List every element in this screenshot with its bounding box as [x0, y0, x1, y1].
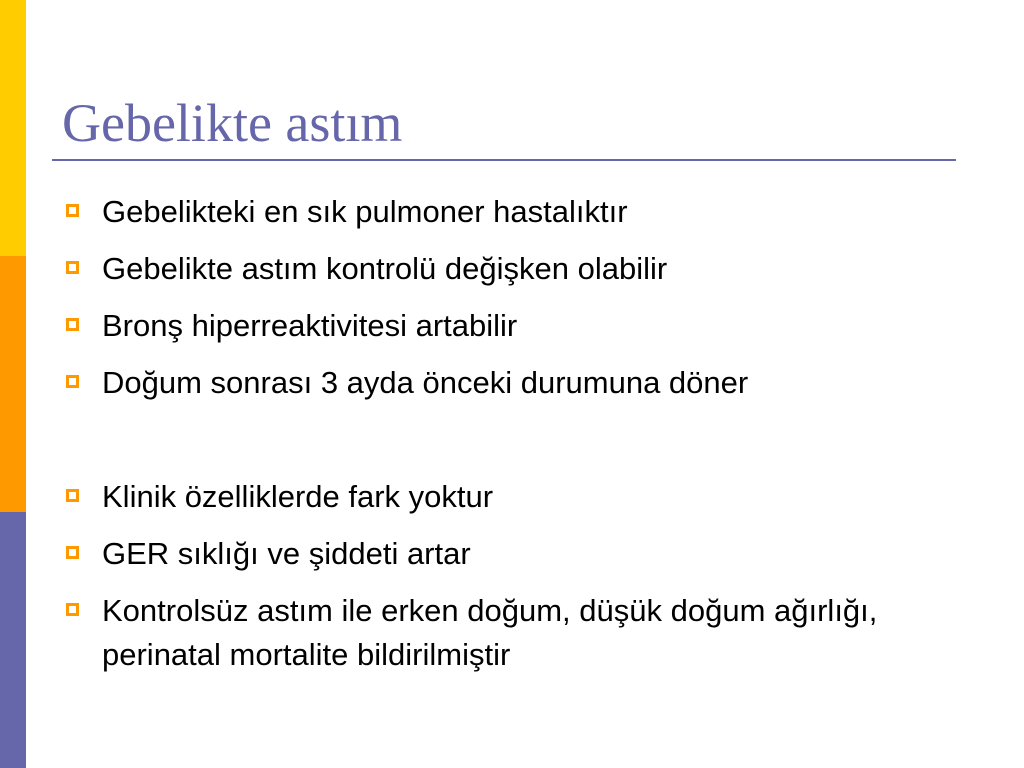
bullet-item: [66, 532, 966, 576]
square-bullet-icon: [66, 603, 79, 616]
square-bullet-icon: [66, 489, 79, 502]
square-bullet-icon: [66, 318, 79, 331]
bullet-item: [66, 247, 966, 291]
bullet-text: Kontrolsüz astım ile erken doğum, düşük doğum ağırlığı, perinatal mortalite bildirilmiştir: [102, 593, 878, 672]
square-bullet-icon: [66, 261, 79, 274]
square-bullet-icon: [66, 375, 79, 388]
side-accent-bar: [0, 0, 26, 768]
bullet-item: [66, 475, 966, 519]
bullet-item: [66, 361, 966, 405]
bullet-item: [66, 589, 966, 677]
side-bar-orange-segment: [0, 256, 26, 512]
bullet-text: Bronş hiperreaktivitesi artabilir: [102, 308, 518, 343]
bullet-text: Gebelikteki en sık pulmoner hastalıktır: [102, 194, 628, 229]
square-bullet-icon: [66, 204, 79, 217]
slide-title: Gebelikte astım: [62, 93, 403, 153]
square-bullet-icon: [66, 546, 79, 559]
bullet-text: Doğum sonrası 3 ayda önceki durumuna döner: [102, 365, 749, 400]
title-underline: [52, 159, 956, 161]
bullet-text: Gebelikte astım kontrolü değişken olabilir: [102, 251, 668, 286]
bullet-text: Klinik özelliklerde fark yoktur: [102, 479, 494, 514]
side-bar-yellow-segment: [0, 0, 26, 256]
side-bar-blue-segment: [0, 512, 26, 768]
bullet-item: [66, 304, 966, 348]
bullet-text: GER sıklığı ve şiddeti artar: [102, 536, 471, 571]
bullet-item: [66, 190, 966, 234]
